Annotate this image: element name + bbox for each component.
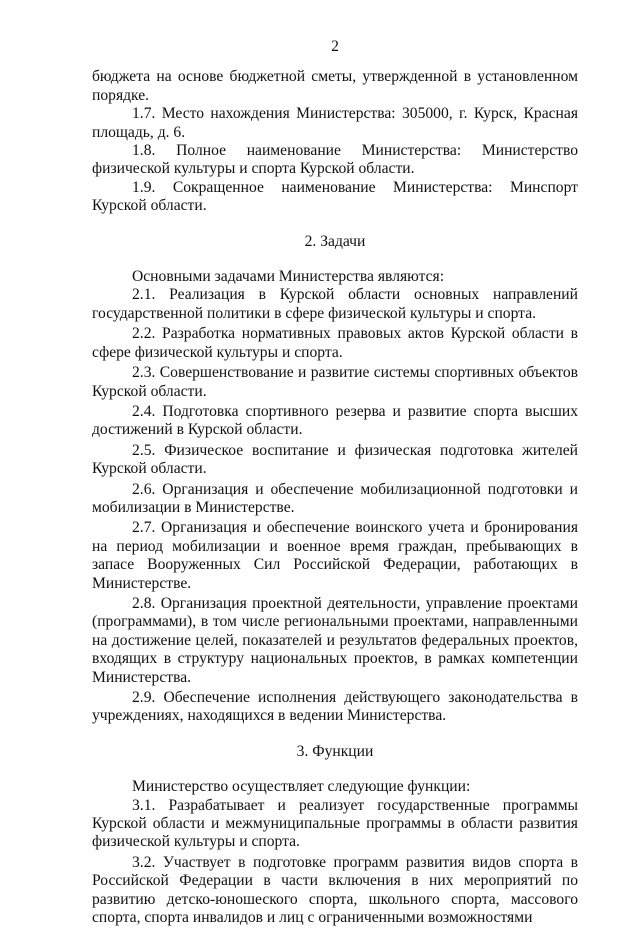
tasks-lead: Основными задачами Министерства являются: — [132, 268, 445, 286]
task-item: 2.4. Подготовка спортивного резерва и развитие спорта высших достижений в Курской области. — [92, 402, 578, 439]
task-item: 2.2. Разработка нормативных правовых актов Курской области в сфере физической культуры и спорта. — [92, 325, 578, 361]
page-number: 2 — [331, 38, 339, 55]
functions-lead: Министерство осуществляет следующие функции: — [132, 778, 471, 796]
task-item: 2.9. Обеспечение исполнения действующего законодательства в учреждениях, находящихся в ведении Министерства. — [92, 689, 578, 725]
function-item: 3.2. Участвует в подготовке программ развития видов спорта в Российской Федерации в части включения в них мероприятий по развитию детско-юношеского спорта, школьного спорта, массового спорта, спорта инвалидов и лиц с ограниченными возможностями — [92, 853, 578, 927]
section-heading-functions: 3. Функции — [296, 742, 374, 760]
task-item: 2.8. Организация проектной деятельности, управление проектами (программами), в том числе региональными проектами, направленными на достижение целей, показателей и результатов федеральных проектов, входящих в структуру национальных проектов, в рамках компетенции Министерства. — [92, 594, 578, 686]
task-item: 2.3. Совершенствование и развитие системы спортивных объектов Курской области. — [92, 364, 578, 400]
paragraph-location: 1.7. Место нахождения Министерства: 305000, г. Курск, Красная площадь, д. 6. — [92, 105, 578, 141]
paragraph-short-name: 1.9. Сокращенное наименование Министерства: Минспорт Курской области. — [92, 178, 578, 215]
paragraph-full-name: 1.8. Полное наименование Министерства: Министерство физической культуры и спорта Курской области. — [92, 142, 578, 178]
section-heading-tasks: 2. Задачи — [304, 232, 366, 250]
function-item: 3.1. Разрабатывает и реализует государственные программы Курской области и межмуниципальные программы в области развития физической культуры и спорта. — [92, 796, 578, 851]
task-item: 2.6. Организация и обеспечение мобилизационной подготовки и мобилизации в Министерстве. — [92, 480, 578, 516]
task-item: 2.7. Организация и обеспечение воинского учета и бронирования на период мобилизации и военное время граждан, пребывающих в запасе Вооруженных Сил Российской Федерации, работающих в Министерстве. — [92, 519, 578, 592]
task-item: 2.1. Реализация в Курской области основных направлений государственной политики в сфере физической культуры и спорта. — [92, 286, 578, 322]
document-page — [92, 38, 578, 929]
task-item: 2.5. Физическое воспитание и физическая подготовка жителей Курской области. — [92, 441, 578, 478]
paragraph-budget-continuation: бюджета на основе бюджетной сметы, утвержденной в установленном порядке. — [92, 68, 578, 104]
